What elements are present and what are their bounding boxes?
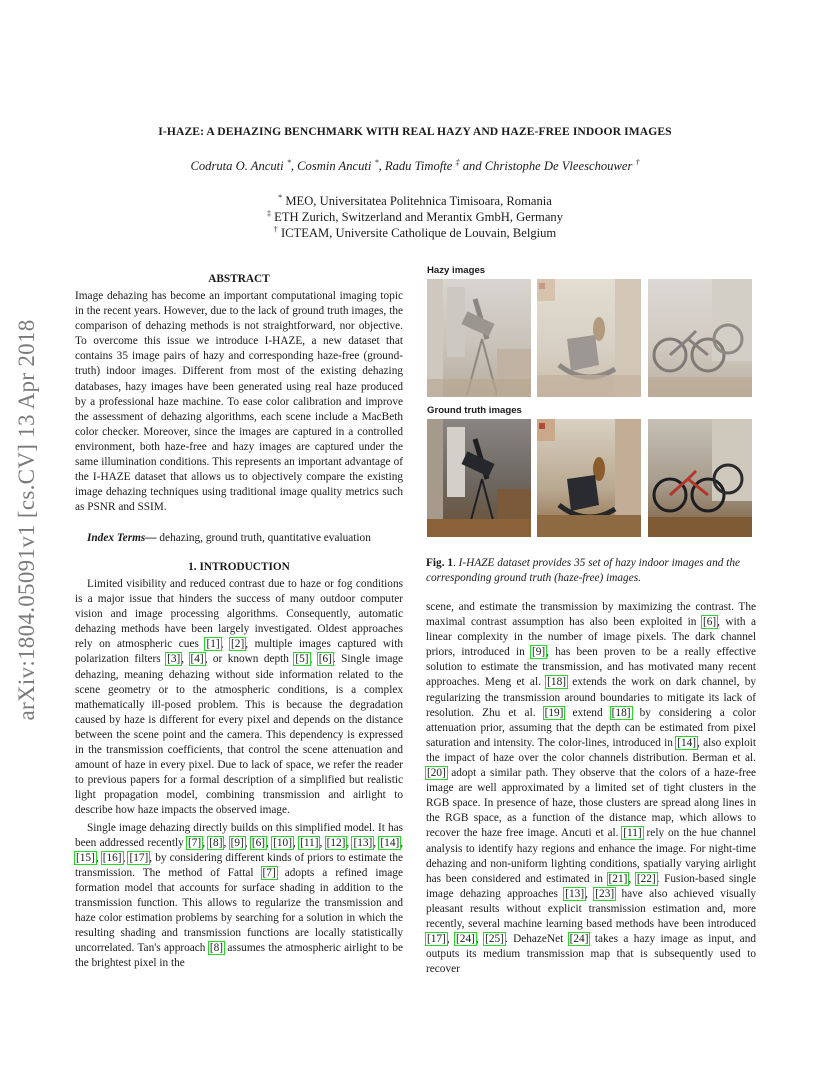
paper-title: I-HAZE: A DEHAZING BENCHMARK WITH REAL HAZY AND HAZE-FREE INDOOR IMAGES — [158, 125, 672, 138]
author-name: Codruta O. Ancuti — [190, 159, 284, 174]
figure-caption: Fig. 1. I-HAZE dataset provides 35 set of hazy indoor images and the corresponding ground truth (haze-free) images. — [426, 557, 741, 585]
affiliation-text: MEO, Universitatea Politehnica Timisoara, Romania — [285, 194, 552, 209]
author-mark: ‡ — [455, 158, 460, 167]
hazy-image-2 — [537, 279, 641, 397]
citation-link[interactable]: [8] — [209, 942, 223, 955]
figure-number: Fig. 1 — [426, 557, 453, 569]
figure-caption-text: I-HAZE dataset provides 35 set of hazy indoor images and the corresponding ground truth (haze-free) images. — [426, 557, 741, 585]
affiliation-mark: * — [278, 193, 283, 202]
abstract-body — [75, 289, 403, 515]
index-terms-label: Index Terms— — [87, 532, 157, 544]
hazy-image-1 — [427, 279, 531, 397]
ground-truth-image-3 — [648, 419, 752, 537]
citation-link[interactable]: [20] — [427, 767, 446, 780]
affiliation-3 — [40, 225, 790, 241]
citation-link[interactable]: [10] — [273, 836, 292, 849]
citation-link[interactable]: [18] — [611, 706, 631, 719]
abstract-text: Image dehazing has become an important computational imaging topic in the recent years. However, due to the lack of ground truth images, the comparison of dehazing methods is not straightforward, nor objective. To overcome this issue we introduce I-HAZE, a new dataset that contains 35 image pairs of hazy and corresponding haze-free (ground-truth) indoor images. Different from most of the existing dehazing databases, hazy images have been generated using real haze produced by a professional haze machine. To ease color calibration and improve the assessment of dehazing algorithms, each scene include a MacBeth color checker. Moreover, since the images are captured in a controlled environment, both haze-free and hazy images are captured under the same illumination conditions. This represents an important advantage of the I-HAZE dataset that allows us to objectively compare the existing image dehazing techniques using traditional image quality metrics such as PSNR and SSIM. — [75, 290, 403, 514]
citation-link[interactable]: [6] — [702, 616, 717, 629]
hazy-images-label: Hazy images — [427, 265, 486, 276]
arxiv-stamp — [10, 280, 44, 760]
index-terms — [75, 531, 403, 546]
citation-link[interactable]: [11] — [300, 836, 319, 849]
gt-scene-chair — [537, 419, 641, 537]
citation-link[interactable]: [1] — [206, 638, 220, 651]
hazy-image-3 — [648, 279, 752, 397]
citation-link[interactable]: [21] — [608, 872, 628, 885]
hazy-scene-bicycles — [648, 279, 752, 397]
affiliation-mark: † — [273, 225, 278, 234]
ground-truth-image-1 — [427, 419, 531, 537]
citation-link[interactable]: [4] — [190, 653, 204, 666]
citation-link[interactable]: [17] — [129, 851, 149, 864]
citation-link[interactable]: [12] — [326, 836, 346, 849]
gt-scene-bicycles — [648, 419, 752, 537]
citation-link[interactable]: [6] — [318, 653, 332, 666]
citation-link[interactable]: [24] — [456, 933, 475, 946]
author-name: and Christophe De Vleeschouwer — [462, 159, 633, 174]
citation-link[interactable]: [19] — [544, 706, 564, 719]
citation-link[interactable]: [8] — [209, 836, 223, 849]
citation-link[interactable]: [14] — [677, 736, 697, 749]
author-name: Cosmin Ancuti — [297, 159, 372, 174]
affiliation-mark: ‡ — [266, 209, 271, 218]
author-mark: * — [374, 158, 379, 167]
gt-scene-telescope — [427, 419, 531, 537]
author-name: Radu Timofte — [384, 159, 453, 174]
intro-paragraph-2: Single image dehazing directly builds on this simplified model. It has been addressed recently [7], [8], [9], [6], [10], [11], [12], [13], [14], [15], [16], [17], by considering different kinds of priors to estimate the transmission. The method of Fattal [7] adopts a refined image formation model that accounts for surface shading in addition to the transmission function. This allows to regularize the transmission and haze color estimation problems by searching for a solution in which the resulting shading and transmission functions are locally statistically uncorrelated. Tan's approach [8] assumes the atmospheric airlight to be the brightest pixel in the — [75, 821, 404, 970]
citation-link[interactable]: [13] — [565, 887, 585, 900]
author-list: Codruta O. Ancuti *, Cosmin Ancuti *, Radu Timofte ‡ and Christophe De Vleeschouwer † — [190, 158, 640, 174]
intro-paragraph-1: Limited visibility and reduced contrast due to haze or fog conditions is a major issue that hinders the success of many outdoor computer vision and image processing algorithms. Consequently, automatic dehazing methods have been largely investigated. Oldest approaches rely on atmospheric cues [1], [2], multiple images captured with polarization filters [3], [4], or known depth [5], [6]. Single image dehazing, meaning dehazing without side information related to the scene geometry or to the atmospheric conditions, is a complex mathematically ill-posed problem. This is because the degradation caused by haze is different for every pixel and depends on the distance between the scene point and the camera. This dependency is expressed in the transmission coefficients, that control the scene attenuation and amount of haze in every pixel. Due to lack of space, we refer the reader to previous papers for a formal description of a simplified but realistic light propagation model, combining transmission and airlight to describe how haze impacts the observed image. — [75, 578, 403, 817]
citation-link[interactable]: [5] — [295, 653, 309, 666]
hazy-scene-chair — [537, 279, 641, 397]
citation-link[interactable]: [23] — [595, 887, 615, 900]
citation-link[interactable]: [18] — [547, 676, 566, 689]
citation-link[interactable]: [2] — [231, 638, 245, 651]
citation-link[interactable]: [17] — [427, 933, 446, 946]
affiliation-text: ICTEAM, Universite Catholique de Louvain, Belgium — [280, 226, 557, 241]
hazy-scene-telescope — [427, 279, 531, 397]
citation-link[interactable]: [9] — [230, 836, 244, 849]
citation-link[interactable]: [6] — [251, 836, 266, 849]
affiliation-text: ETH Zurich, Switzerland and Merantix GmbH, Germany — [274, 210, 564, 225]
author-mark: † — [635, 158, 640, 167]
intro-heading: 1. INTRODUCTION — [188, 561, 290, 573]
affiliation-1 — [40, 193, 790, 209]
citation-link[interactable]: [7] — [262, 866, 276, 879]
citation-link[interactable]: [25] — [485, 933, 504, 946]
abstract-heading: ABSTRACT — [208, 273, 270, 285]
intro-body — [75, 577, 403, 971]
index-terms-text: dehazing, ground truth, quantitative evaluation — [156, 532, 371, 544]
ground-truth-label: Ground truth images — [427, 405, 522, 416]
right-paragraph: scene, and estimate the transmission by maximizing the contrast. The maximal contrast assumption has also been exploited in [6], with a linear complexity in the number of image pixels. The dark channel priors, introduced in [9], has been proven to be a really effective solution to estimate the transmission, and has motivated many recent approaches. Meng et al. [18] extends the work on dark channel, by regularizing the transmission around boundaries to mitigate its lack of resolution. Zhu et al. [19] extend [18] by considering a color attenuation prior, assuming that the depth can be estimated from pixel saturation and intensity. The color-lines, introduced in [14], also exploit the impact of haze over the color channels distribution. Berman et al. [20] adopt a similar path. They observe that the colors of a haze-free image are well approximated by a limited set of tight clusters in the RGB space. In presence of haze, those clusters are spread along lines in the RGB space, as a function of the distance map, which allows to recover the haze free image. Ancuti et al. [11] rely on the hue channel analysis to identify hazy regions and enhance the image. For night-time dehazing and non-uniform lighting conditions, spatially varying airlight has been considered and estimated in [21], [22]. Fusion-based single image dehazing approaches [13], [23] have also achieved visually pleasant results without explicit transmission estimation and, more recently, several machine learning based methods have been introduced [17], [24], [25]. DehazeNet [24] takes a hazy image as input, and outputs its medium transmission map that is subsequently used to recover — [426, 601, 756, 976]
citation-link[interactable]: [13] — [353, 836, 373, 849]
ground-truth-image-2 — [537, 419, 641, 537]
citation-link[interactable]: [11] — [623, 827, 642, 840]
citation-link[interactable]: [24] — [569, 933, 589, 946]
citation-link[interactable]: [16] — [102, 851, 122, 864]
citation-link[interactable]: [3] — [167, 653, 181, 666]
citation-link[interactable]: [9] — [531, 646, 546, 659]
arxiv-stamp-text: arXiv:1804.05091v1 [cs.CV] 13 Apr 2018 — [14, 319, 39, 721]
citation-link[interactable]: [14] — [380, 836, 400, 849]
author-mark: * — [286, 158, 291, 167]
right-column-body — [426, 600, 756, 977]
affiliation-2 — [40, 209, 790, 225]
citation-link[interactable]: [22] — [636, 872, 656, 885]
citation-link[interactable]: [7] — [188, 836, 202, 849]
citation-link[interactable]: [15] — [76, 851, 95, 864]
